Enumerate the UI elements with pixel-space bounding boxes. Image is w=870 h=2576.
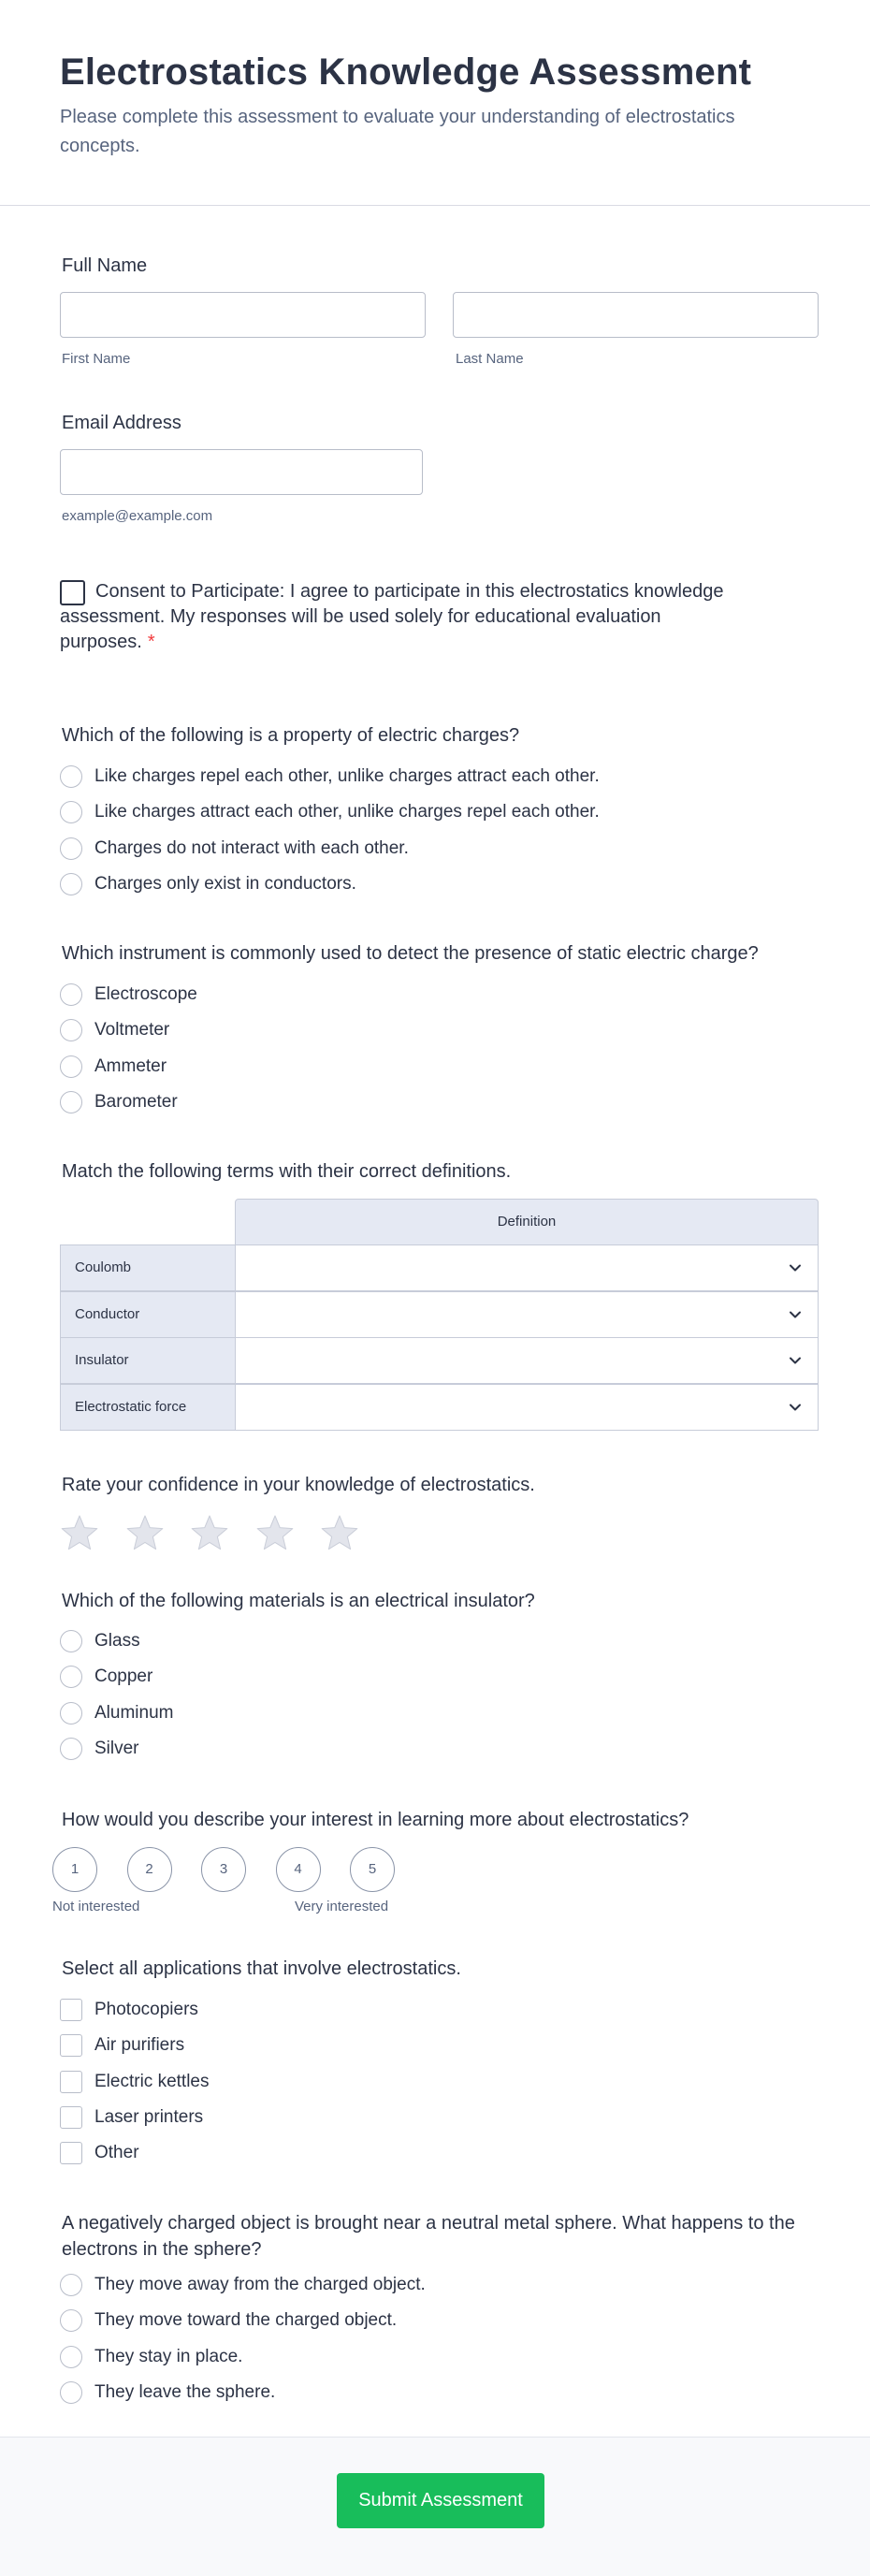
scale-option-5[interactable]: 5 [350,1847,395,1892]
charge-property-option-label[interactable]: Like charges attract each other, unlike charges repel each other. [94,802,600,822]
electrons-option-label[interactable]: They stay in place. [94,2346,243,2366]
application-checkbox-4[interactable] [60,2106,82,2129]
question-instrument: Which instrument is commonly used to detect the presence of static electric charge? [62,943,759,964]
matrix-column-header: Definition [235,1199,819,1245]
electrons-radio-3[interactable] [60,2346,82,2368]
page-title: Electrostatics Knowledge Assessment [60,51,752,93]
electrons-radio-1[interactable] [60,2274,82,2296]
question-matching: Match the following terms with their correct definitions. [62,1161,512,1182]
email-label: Email Address [62,413,181,433]
insulator-radio-2[interactable] [60,1666,82,1688]
application-checkbox-5[interactable] [60,2142,82,2164]
scale-max-label: Very interested [295,1899,389,1914]
matrix-dropdown[interactable] [235,1337,819,1384]
full-name-label: Full Name [62,255,148,276]
last-name-input[interactable] [453,292,819,338]
matrix-row-label: Insulator [60,1337,236,1384]
instrument-radio-4[interactable] [60,1091,82,1113]
electrons-option-label[interactable]: They move toward the charged object. [94,2310,398,2331]
charge-property-option-label[interactable]: Like charges repel each other, unlike charges attract each other. [94,766,600,786]
chevron-down-icon [786,1351,805,1370]
insulator-option-label[interactable]: Copper [94,1666,153,1687]
matrix-row-label: Conductor [60,1291,236,1338]
question-applications: Select all applications that involve electrostatics. [62,1958,461,1979]
matrix-dropdown[interactable] [235,1244,819,1291]
instrument-radio-1[interactable] [60,983,82,1006]
question-interest-scale: How would you describe your interest in learning more about electrostatics? [62,1810,689,1830]
first-name-input[interactable] [60,292,426,338]
charge-property-radio-4[interactable] [60,873,82,895]
question-confidence-rating: Rate your confidence in your knowledge of electrostatics. [62,1475,535,1495]
insulator-option-label[interactable]: Aluminum [94,1702,174,1723]
electrons-radio-2[interactable] [60,2309,82,2332]
scale-option-4[interactable]: 4 [276,1847,321,1892]
consent-label: Consent to Participate: I agree to participate in this electrostatics knowledge assessment. My responses will be used solely for educational evaluation purposes. [60,581,724,652]
star-icon[interactable] [255,1514,295,1551]
scale-option-1[interactable]: 1 [52,1847,97,1892]
application-option-label[interactable]: Other [94,2143,139,2163]
application-option-label[interactable]: Laser printers [94,2106,204,2127]
star-icon[interactable] [125,1514,165,1551]
application-checkbox-2[interactable] [60,2034,82,2057]
question-charge-property: Which of the following is a property of electric charges? [62,725,520,746]
charge-property-radio-3[interactable] [60,837,82,860]
instrument-option-label[interactable]: Electroscope [94,984,197,1004]
charge-property-radio-1[interactable] [60,765,82,788]
insulator-radio-1[interactable] [60,1630,82,1652]
electrons-radio-4[interactable] [60,2381,82,2404]
email-sublabel: example@example.com [62,508,213,524]
electrons-option-label[interactable]: They leave the sphere. [94,2381,276,2402]
scale-option-2[interactable]: 2 [127,1847,172,1892]
submit-button[interactable]: Submit Assessment [337,2473,544,2528]
insulator-radio-3[interactable] [60,1702,82,1725]
instrument-option-label[interactable]: Ammeter [94,1055,167,1076]
star-icon[interactable] [190,1514,229,1551]
form-header [0,0,870,206]
insulator-option-label[interactable]: Glass [94,1631,140,1651]
consent-text [60,579,733,655]
matrix-dropdown[interactable] [235,1384,819,1431]
insulator-option-label[interactable]: Silver [94,1738,139,1758]
star-icon[interactable] [320,1514,359,1551]
scale-option-3[interactable]: 3 [201,1847,246,1892]
charge-property-option-label[interactable]: Charges only exist in conductors. [94,873,356,894]
page-subtitle: Please complete this assessment to evaluate your understanding of electrostatics concepts. [60,107,735,156]
first-name-sublabel: First Name [62,351,131,367]
application-checkbox-1[interactable] [60,1999,82,2021]
application-checkbox-3[interactable] [60,2071,82,2093]
question-electrons: A negatively charged object is brought near a neutral metal sphere. What happens to the electrons in the sphere? [62,2213,795,2260]
application-option-label[interactable]: Air purifiers [94,2035,185,2056]
matrix-row-label: Coulomb [60,1244,236,1291]
matrix-row-label: Electrostatic force [60,1384,236,1431]
required-mark: * [147,632,155,652]
charge-property-option-label[interactable]: Charges do not interact with each other. [94,837,409,858]
charge-property-radio-2[interactable] [60,801,82,823]
chevron-down-icon [786,1259,805,1277]
last-name-sublabel: Last Name [456,351,524,367]
application-option-label[interactable]: Electric kettles [94,2071,210,2091]
instrument-option-label[interactable]: Voltmeter [94,1020,170,1041]
chevron-down-icon [786,1305,805,1324]
matrix-dropdown[interactable] [235,1291,819,1338]
application-option-label[interactable]: Photocopiers [94,2000,198,2019]
question-insulator: Which of the following materials is an electrical insulator? [62,1591,535,1611]
instrument-radio-3[interactable] [60,1055,82,1078]
star-icon[interactable] [60,1514,99,1551]
electrons-option-label[interactable]: They move away from the charged object. [94,2275,426,2294]
email-input[interactable] [60,449,423,495]
chevron-down-icon [786,1398,805,1417]
scale-min-label: Not interested [52,1899,140,1914]
instrument-option-label[interactable]: Barometer [94,1091,178,1112]
insulator-radio-4[interactable] [60,1738,82,1760]
instrument-radio-2[interactable] [60,1019,82,1041]
